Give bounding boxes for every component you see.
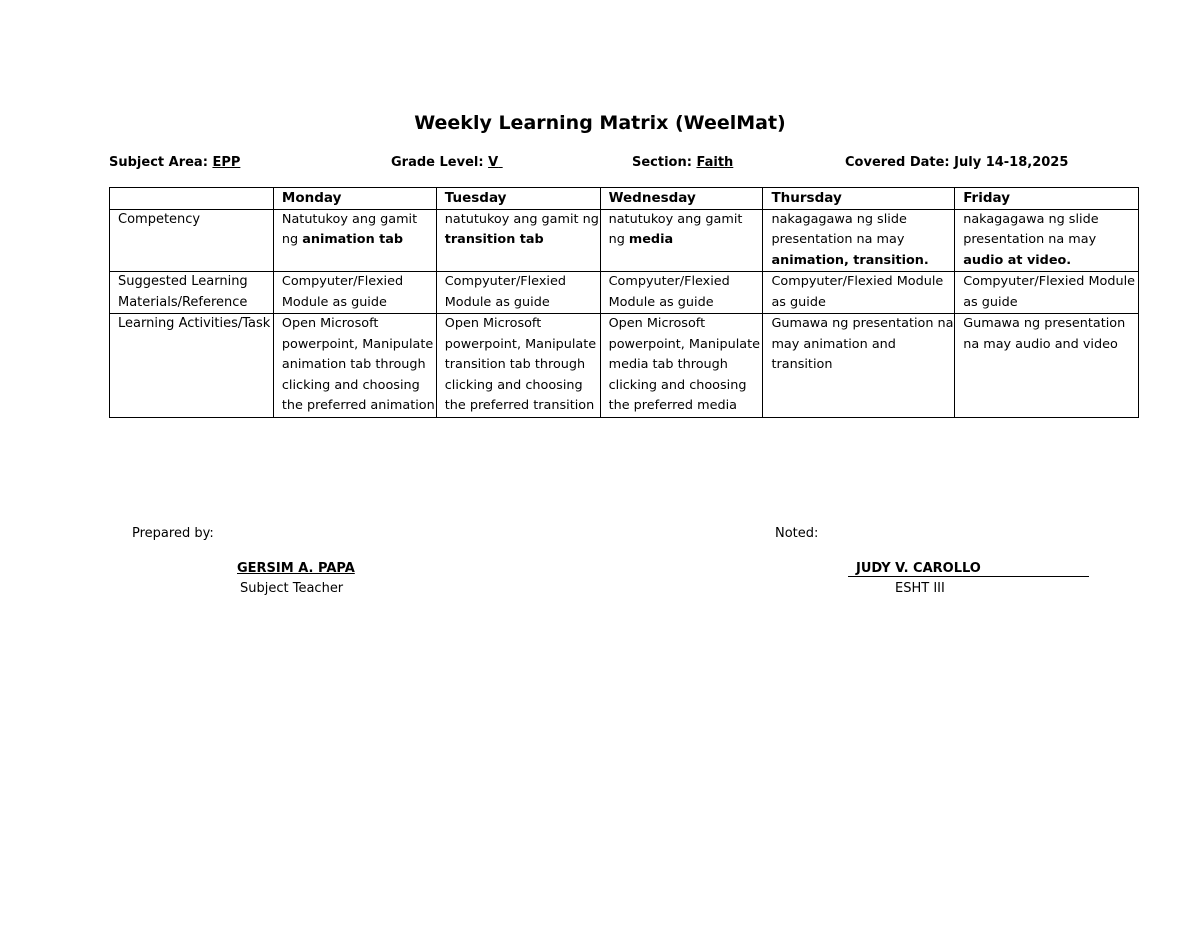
day-header: Friday xyxy=(955,188,1139,210)
subject-area-value: EPP xyxy=(212,155,241,170)
table-row-materials xyxy=(110,272,1139,314)
noted-role: ESHT III xyxy=(895,581,945,596)
signature-line xyxy=(848,576,1089,577)
prepared-by-role: Subject Teacher xyxy=(240,581,344,596)
row-label: Competency xyxy=(110,209,274,272)
prepared-by-name: GERSIM A. PAPA xyxy=(237,561,355,576)
table-cell: natutukoy ang gamit ng transition tab xyxy=(436,209,600,272)
table-cell: Compyuter/Flexied Module as guide xyxy=(955,272,1139,314)
covered-date: Covered Date: July 14-18,2025 xyxy=(845,155,1069,170)
row-label: Learning Activities/Task xyxy=(110,314,274,418)
table-cell: Compyuter/Flexied Module as guide xyxy=(763,272,955,314)
table-cell: Compyuter/Flexied Module as guide xyxy=(600,272,763,314)
table-cell: Open Microsoft powerpoint, Manipulate transition tab through clicking and choosing the preferred transition xyxy=(436,314,600,418)
table-header-row xyxy=(110,188,1139,210)
grade-level xyxy=(391,155,503,170)
section-label: Section: xyxy=(632,155,697,170)
section xyxy=(632,155,733,170)
table-cell: natutukoy ang gamit ng media xyxy=(600,209,763,272)
subject-area-label: Subject Area: xyxy=(109,155,213,170)
day-header: Thursday xyxy=(763,188,955,210)
table-cell: Compyuter/Flexied Module as guide xyxy=(273,272,436,314)
section-value: Faith xyxy=(696,155,734,170)
table-cell: nakagagawa ng slide presentation na may animation, transition. xyxy=(763,209,955,272)
grade-level-label: Grade Level: xyxy=(391,155,489,170)
document-title: Weekly Learning Matrix (WeelMat) xyxy=(414,112,786,134)
table-cell: Gumawa ng presentation na may animation and transition xyxy=(763,314,955,418)
table-cell: nakagagawa ng slide presentation na may audio at video. xyxy=(955,209,1139,272)
day-header: Tuesday xyxy=(436,188,600,210)
table-cell: Open Microsoft powerpoint, Manipulate animation tab through clicking and choosing the preferred animation xyxy=(273,314,436,418)
corner-cell xyxy=(110,188,274,210)
prepared-by-label: Prepared by: xyxy=(132,526,214,541)
noted-label: Noted: xyxy=(775,526,819,541)
grade-level-value: V xyxy=(488,155,499,170)
learning-matrix-table xyxy=(109,187,1139,418)
row-label: Suggested Learning Materials/Reference xyxy=(110,272,274,314)
subject-area xyxy=(109,155,240,170)
table-cell: Gumawa ng presentation na may audio and video xyxy=(955,314,1139,418)
noted-name: JUDY V. CAROLLO xyxy=(856,561,981,576)
table-cell: Open Microsoft powerpoint, Manipulate media tab through clicking and choosing the preferred media xyxy=(600,314,763,418)
table-row-activities xyxy=(110,314,1139,418)
table-row-competency xyxy=(110,209,1139,272)
day-header: Monday xyxy=(273,188,436,210)
day-header: Wednesday xyxy=(600,188,763,210)
table-cell: Natutukoy ang gamit ng animation tab xyxy=(273,209,436,272)
table-cell: Compyuter/Flexied Module as guide xyxy=(436,272,600,314)
